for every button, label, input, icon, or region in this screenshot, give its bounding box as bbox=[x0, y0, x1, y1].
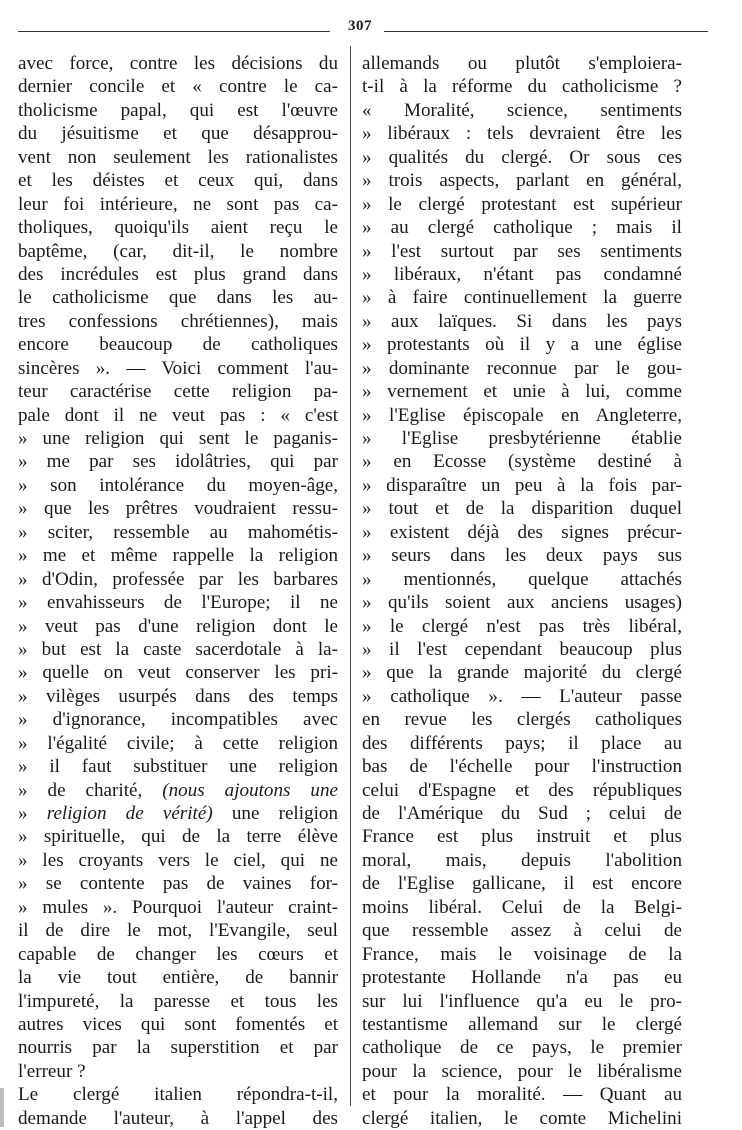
binding-edge bbox=[0, 1088, 4, 1127]
left-column-line: sincères ». — Voici comment l'au- bbox=[18, 357, 338, 379]
left-column-line: » vilèges usurpés dans des temps bbox=[18, 685, 338, 707]
left-column-line: des incrédules est plus grand dans bbox=[18, 263, 338, 285]
left-column-line: baptême, (car, dit-il, le nombre bbox=[18, 240, 338, 262]
right-column-line: de l'Eglise gallicane, il est encore bbox=[362, 873, 682, 895]
right-column-line: » dominante reconnue par le gou- bbox=[362, 357, 682, 379]
left-column-line: tholiques, quoiqu'ils aient reçu le bbox=[18, 217, 338, 239]
left-column-line: demande l'auteur, à l'appel des bbox=[18, 1107, 338, 1129]
right-column-line: catholique de ce pays, le premier bbox=[362, 1037, 682, 1059]
left-column-line: avec force, contre les décisions du bbox=[18, 53, 338, 74]
right-column-line: France, mais le voisinage de la bbox=[362, 943, 682, 965]
left-column-line: le catholicisme que dans les au- bbox=[18, 287, 338, 309]
left-column-line: leur foi intérieure, ne sont pas ca- bbox=[18, 193, 338, 215]
left-column-line: » les croyants vers le ciel, qui ne bbox=[18, 849, 338, 871]
right-column-line: » libéraux, n'étant pas condamné bbox=[362, 263, 682, 285]
right-text-column bbox=[362, 52, 682, 1130]
left-column-line: nourris par la superstition et par bbox=[18, 1037, 338, 1059]
left-column-line: pale dont il ne veut pas : « c'est bbox=[18, 404, 338, 426]
right-column-line: » trois aspects, parlant en général, bbox=[362, 170, 682, 192]
right-column-line: et pour la moralité. — Quant au bbox=[362, 1084, 682, 1106]
right-column-line: France est plus instruit et plus bbox=[362, 826, 682, 848]
right-column-line: allemands ou plutôt s'emploiera- bbox=[362, 53, 682, 74]
left-column-line: » veut pas d'une religion dont le bbox=[18, 615, 338, 637]
right-column-line: » qu'ils soient aux anciens usages) bbox=[362, 592, 682, 614]
right-column-line: t-il à la réforme du catholicisme ? bbox=[362, 76, 682, 98]
right-column-line: moral, mais, depuis l'abolition bbox=[362, 849, 682, 871]
right-column-line: » au clergé catholique ; mais il bbox=[362, 217, 682, 239]
right-column-line: » disparaître un peu à la fois par- bbox=[362, 474, 682, 496]
left-column-line: du jésuitisme et que désapprou- bbox=[18, 123, 338, 145]
left-column-line: dernier concile et « contre le ca- bbox=[18, 76, 338, 98]
right-column-line: « Moralité, science, sentiments bbox=[362, 99, 682, 121]
left-column-line: la vie tout entière, de bannir bbox=[18, 967, 338, 989]
left-column-line: » l'égalité civile; à cette religion bbox=[18, 732, 338, 754]
right-column-line: de l'Amérique du Sud ; celui de bbox=[362, 803, 682, 824]
left-column-line: Le clergé italien répondra-t-il, bbox=[18, 1084, 338, 1106]
left-column-line: » d'ignorance, incompatibles avec bbox=[18, 709, 338, 731]
right-column-line: testantisme allemand sur le clergé bbox=[362, 1013, 682, 1035]
italic-phrase: (nous ajoutons une bbox=[162, 779, 338, 801]
right-column-line: en revue les clergés catholiques bbox=[362, 709, 682, 731]
left-column-line: l'erreur ? bbox=[18, 1060, 86, 1082]
left-column-line: encore beaucoup de catholiques bbox=[18, 334, 338, 356]
left-column-line: tres confessions chrétiennes), mais bbox=[18, 310, 338, 332]
right-column-line: » à faire continuellement la guerre bbox=[362, 287, 682, 309]
right-column-line: » existent déjà des signes précur- bbox=[362, 521, 682, 543]
left-column-line: » religion de vérité) une religion bbox=[18, 803, 338, 824]
header-rule-right bbox=[384, 31, 708, 32]
right-column-line: » vernement et unie à lui, comme bbox=[362, 381, 682, 403]
left-column-line: autres vices qui sont fomentés et bbox=[18, 1013, 338, 1035]
left-column-line: » son intolérance du moyen-âge, bbox=[18, 474, 338, 496]
right-column-line: » tout et de la disparition duquel bbox=[362, 498, 682, 520]
left-column-line: » se contente pas de vaines for- bbox=[18, 873, 338, 895]
column-divider bbox=[350, 46, 351, 1106]
left-column-line: » me par ses idolâtries, qui par bbox=[18, 451, 338, 473]
right-column-line: » libéraux : tels devraient être les bbox=[362, 123, 682, 145]
right-column-line: celui d'Espagne et des républiques bbox=[362, 779, 682, 801]
right-column-line: » le clergé protestant est supérieur bbox=[362, 193, 682, 215]
left-column-line: tholicisme papal, qui est l'œuvre bbox=[18, 99, 338, 121]
right-column-line: » le clergé n'est pas très libéral, bbox=[362, 615, 682, 637]
left-column-line: » de charité, (nous ajoutons une bbox=[18, 779, 338, 801]
header-rule-left bbox=[18, 31, 330, 32]
right-column-line: » mentionnés, quelque attachés bbox=[362, 568, 682, 590]
left-column-line: » d'Odin, professée par les barbares bbox=[18, 568, 338, 590]
page-header bbox=[18, 12, 708, 38]
left-column-line: » il faut substituer une religion bbox=[18, 756, 338, 778]
left-column-line: » envahisseurs de l'Europe; il ne bbox=[18, 592, 338, 614]
left-column-line: teur caractérise cette religion pa- bbox=[18, 381, 338, 403]
italic-phrase: religion de vérité) bbox=[46, 803, 213, 824]
left-column-line: » me et même rappelle la religion bbox=[18, 545, 338, 567]
left-column-line: et les déistes et ceux qui, dans bbox=[18, 170, 338, 192]
right-column-line: bas de l'échelle pour l'instruction bbox=[362, 756, 682, 778]
left-column-line: » que les prêtres voudraient ressu- bbox=[18, 498, 338, 520]
right-column-line: » aux laïques. Si dans les pays bbox=[362, 310, 682, 332]
left-column-line: l'impureté, la paresse et tous les bbox=[18, 990, 338, 1012]
right-column-line: » il l'est cependant beaucoup plus bbox=[362, 638, 682, 660]
right-column-line: » seurs dans les deux pays sus bbox=[362, 545, 682, 567]
right-column-line: protestante Hollande n'a pas eu bbox=[362, 967, 682, 989]
left-column-line: » mules ». Pourquoi l'auteur craint- bbox=[18, 896, 338, 918]
right-column-line: » que la grande majorité du clergé bbox=[362, 662, 682, 684]
right-column-line: » l'Eglise presbytérienne établie bbox=[362, 428, 682, 449]
left-column-line: capable de changer les cœurs et bbox=[18, 943, 338, 965]
left-column-line: » quelle on veut conserver les pri- bbox=[18, 662, 338, 684]
left-column-line: » spirituelle, qui de la terre élève bbox=[18, 826, 338, 848]
right-column-line: » en Ecosse (système destiné à bbox=[362, 451, 682, 473]
right-column-line: » l'Eglise épiscopale en Angleterre, bbox=[362, 404, 682, 426]
right-column-line: moins libéral. Celui de la Belgi- bbox=[362, 896, 682, 918]
left-column-line: » une religion qui sent le paganis- bbox=[18, 428, 338, 449]
left-text-column bbox=[18, 52, 338, 1130]
right-column-line: pour la science, pour le libéralisme bbox=[362, 1060, 682, 1082]
right-column-line: » protestants où il y a une église bbox=[362, 334, 682, 356]
page-number: 307 bbox=[348, 18, 372, 34]
left-column-line: » but est la caste sacerdotale à la- bbox=[18, 638, 338, 660]
left-column-line: vent non seulement les rationalistes bbox=[18, 146, 338, 168]
right-column-line: » qualités du clergé. Or sous ces bbox=[362, 146, 682, 168]
left-column-line: il de dire le mot, l'Evangile, seul bbox=[18, 920, 338, 942]
left-column-line: » sciter, ressemble au mahométis- bbox=[18, 521, 338, 543]
right-column-line: des différents pays; il place au bbox=[362, 732, 682, 754]
right-column-line: clergé italien, le comte Michelini bbox=[362, 1107, 682, 1129]
right-column-line: » catholique ». — L'auteur passe bbox=[362, 685, 682, 707]
right-column-line: que ressemble assez à celui de bbox=[362, 920, 682, 942]
right-column-line: sur lui l'influence qu'a eu le pro- bbox=[362, 990, 682, 1012]
right-column-line: » l'est surtout par ses sentiments bbox=[362, 240, 682, 262]
